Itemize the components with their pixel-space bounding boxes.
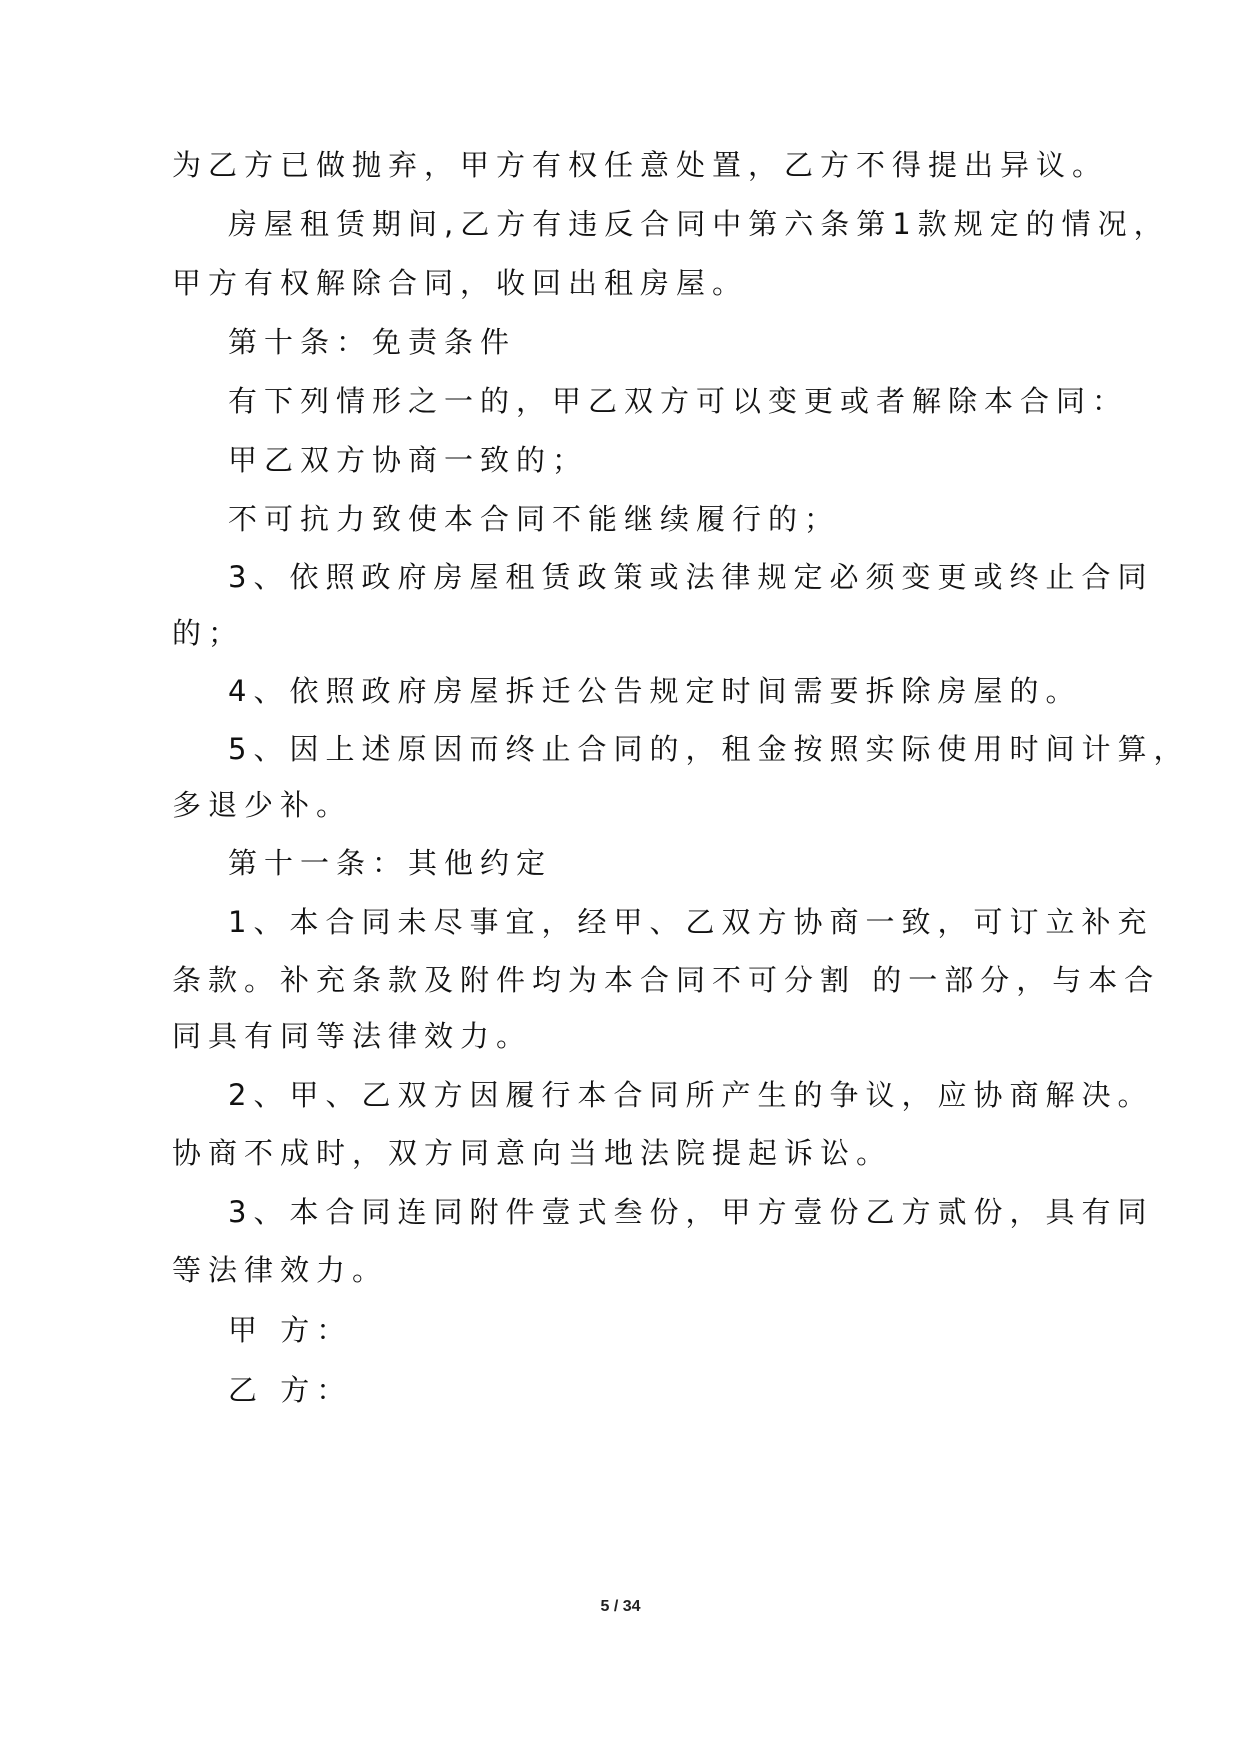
page-number: 5 / 34 — [600, 1598, 641, 1615]
text-line: 3、依照政府房屋租赁政策或法律规定必须变更或终止合同 — [228, 560, 1154, 594]
section-heading: 第十条：免责条件 — [228, 325, 517, 359]
text-line: 5、因上述原因而终止合同的，租金按照实际使用时间计算， — [228, 732, 1190, 766]
text-line: 的； — [172, 616, 245, 650]
text-line: 不可抗力致使本合同不能继续履行的； — [228, 502, 841, 536]
text-line: 等法律效力。 — [172, 1253, 389, 1287]
text-line: 房屋租赁期间,乙方有违反合同中第六条第1款规定的情况， — [228, 207, 1170, 241]
section-heading: 第十一条：其他约定 — [228, 846, 553, 880]
signature-party-b: 乙 方： — [228, 1373, 353, 1407]
text-line: 甲方有权解除合同，收回出租房屋。 — [172, 266, 749, 300]
text-line: 2、甲、乙双方因履行本合同所产生的争议，应协商解决。 — [228, 1078, 1154, 1112]
text-line: 协商不成时，双方同意向当地法院提起诉讼。 — [172, 1136, 893, 1170]
signature-party-a: 甲 方： — [228, 1313, 353, 1347]
text-line: 1、本合同未尽事宜，经甲、乙双方协商一致，可订立补充 — [228, 905, 1154, 939]
text-line: 条款。补充条款及附件均为本合同不可分割 的一部分，与本合 — [172, 963, 1161, 997]
text-line: 多退少补。 — [172, 788, 353, 822]
text-line: 为乙方已做抛弃，甲方有权任意处置，乙方不得提出异议。 — [172, 148, 1109, 182]
text-line: 4、依照政府房屋拆迁公告规定时间需要拆除房屋的。 — [228, 674, 1082, 708]
text-line: 有下列情形之一的，甲乙双方可以变更或者解除本合同： — [228, 384, 1129, 418]
text-line: 甲乙双方协商一致的； — [228, 443, 589, 477]
text-line: 同具有同等法律效力。 — [172, 1019, 533, 1053]
text-line: 3、本合同连同附件壹式叁份，甲方壹份乙方贰份，具有同 — [228, 1195, 1154, 1229]
